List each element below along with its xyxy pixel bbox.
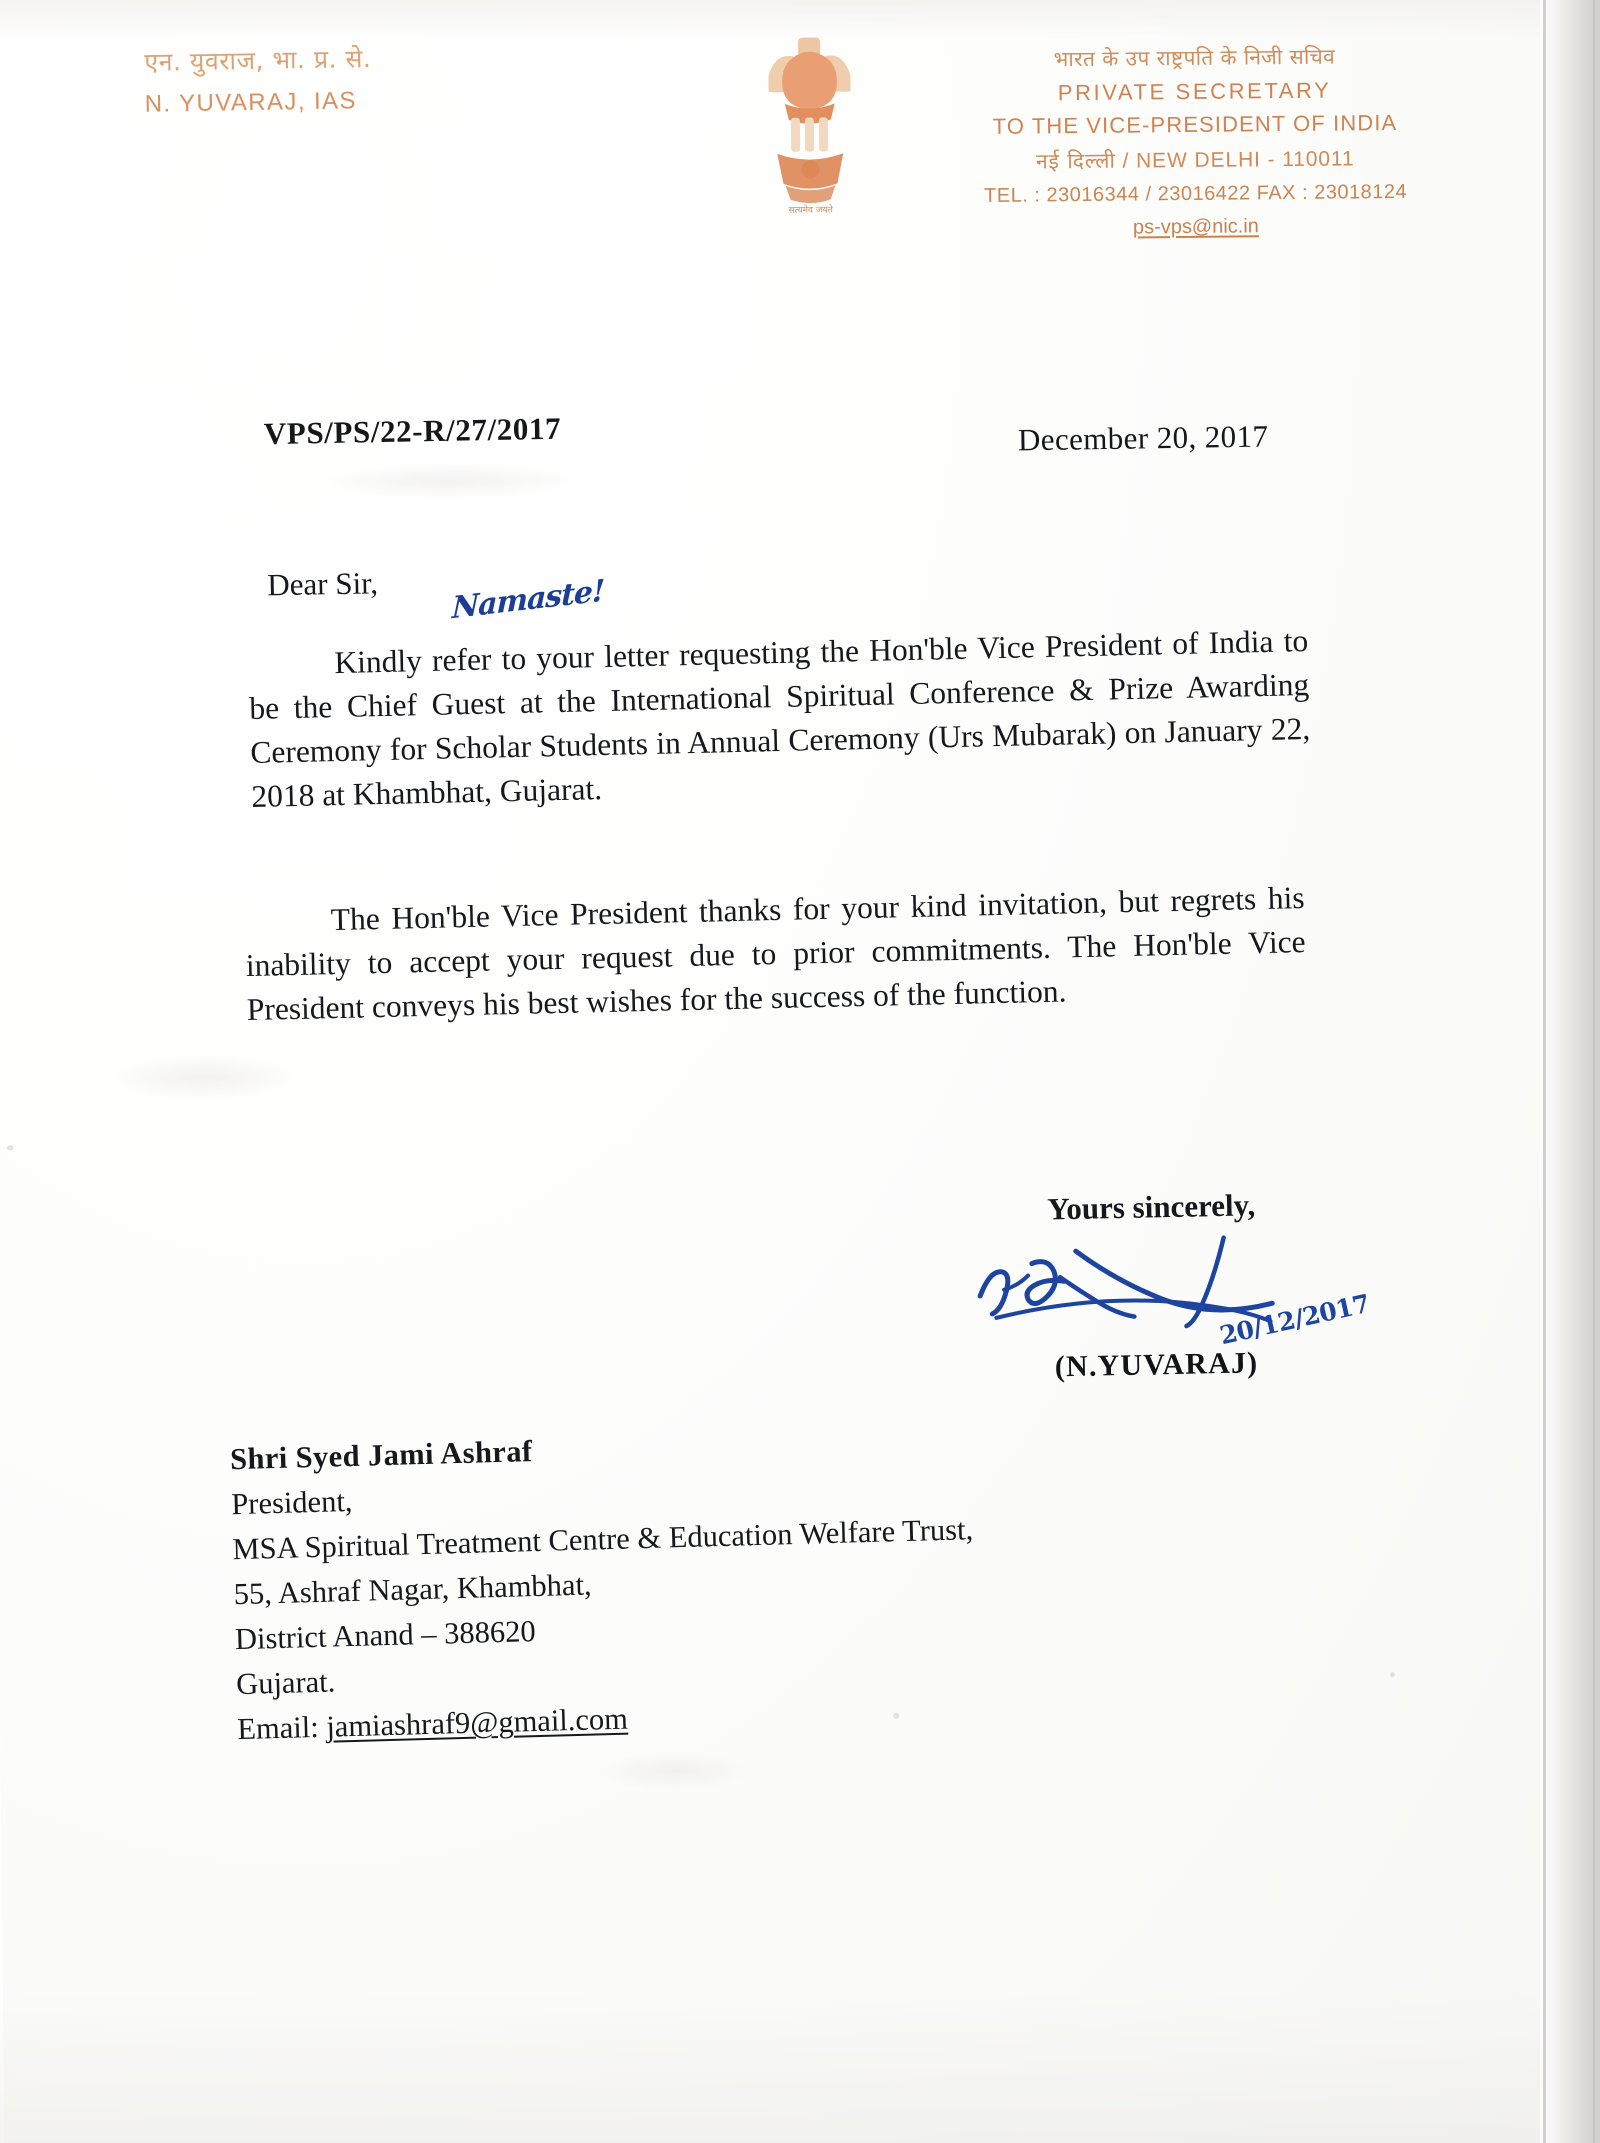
letterhead-designation-line1: PRIVATE SECRETARY [1057,77,1332,106]
recipient-street: 55, Ashraf Nagar, Khambhat, [233,1567,592,1612]
scan-smudge [601,1750,751,1791]
scan-speck [7,1145,14,1150]
handwritten-greeting: Namaste! [451,573,605,627]
letterhead-left-block [144,42,372,118]
signer-name: (N.YUVARAJ) [1054,1346,1259,1384]
recipient-district: District Anand – 388620 [234,1614,537,1657]
scan-speck [1390,1672,1395,1677]
handwritten-signature [956,1226,1377,1350]
letterhead-city-line [915,143,1475,176]
handwritten-signature-date: 20/12/2017 [1217,1288,1373,1351]
recipient-email-label: Email: [236,1709,320,1747]
scan-edge-line [1543,0,1546,2143]
letterhead-city-english: NEW DELHI - 110011 [1135,147,1355,173]
letterhead-right-block [914,41,1476,241]
letterhead-designation-line2: TO THE VICE-PRESIDENT OF INDIA [992,109,1398,139]
reference-row [0,403,1548,488]
recipient-address-block [230,1417,979,1752]
letterhead-name-hindi: एन. युवराज, भा. प्र. से. [144,44,372,77]
ashoka-emblem-icon [754,29,866,220]
letter-date: December 20, 2017 [1017,418,1269,458]
recipient-state: Gujarat. [235,1664,336,1702]
letterhead-contact-line: TEL. : 23016344 / 23016422 FAX : 23018124 [983,180,1408,207]
scan-right-edge [1540,0,1600,2143]
letterhead-designation-hindi: भारत के उप राष्ट्रपति के निजी सचिव [1053,44,1336,72]
scan-speck [893,1713,899,1719]
letterhead-name-english: N. YUVARAJ, IAS [144,87,358,118]
scan-edge-line-outer [1593,0,1595,2143]
scan-smudge [114,1055,294,1101]
letterhead-city-separator: / [1122,149,1137,173]
svg-text:सत्यमेव जयते: सत्यमेव जयते [788,205,833,216]
recipient-email[interactable]: jamiashraf9@gmail.com [325,1701,629,1744]
letterhead-email[interactable]: ps-vps@nic.in [1132,215,1259,239]
sign-off: Yours sincerely, [1046,1187,1256,1227]
recipient-organisation: MSA Spiritual Treatment Centre & Education Welfare Trust, [232,1512,974,1567]
body-paragraph-2: The Hon'ble Vice President thanks for your kind invitation, but regrets his inability to accept your request due to prior commitments. The Hon'ble Vice President conveys his best wishes for the success of the function. [245,880,1306,1028]
recipient-designation: President, [230,1483,353,1522]
reference-number: VPS/PS/22-R/27/2017 [263,410,562,452]
salutation: Dear Sir, [266,565,379,603]
body-paragraph-1: Kindly refer to your letter requesting the Hon'ble Vice President of India to be the Chief Guest at the International Spiritual Conference & Prize Awarding Ceremony for Scholar Students in Annual Ceremony (Urs Mubarak) on January 22, 2018 at Khambhat, Gujarat. [248,622,1311,814]
recipient-name: Shri Syed Jami Ashraf [229,1434,533,1477]
letterhead [0,0,1547,318]
letterhead-city-hindi: नई दिल्ली [1035,148,1116,174]
